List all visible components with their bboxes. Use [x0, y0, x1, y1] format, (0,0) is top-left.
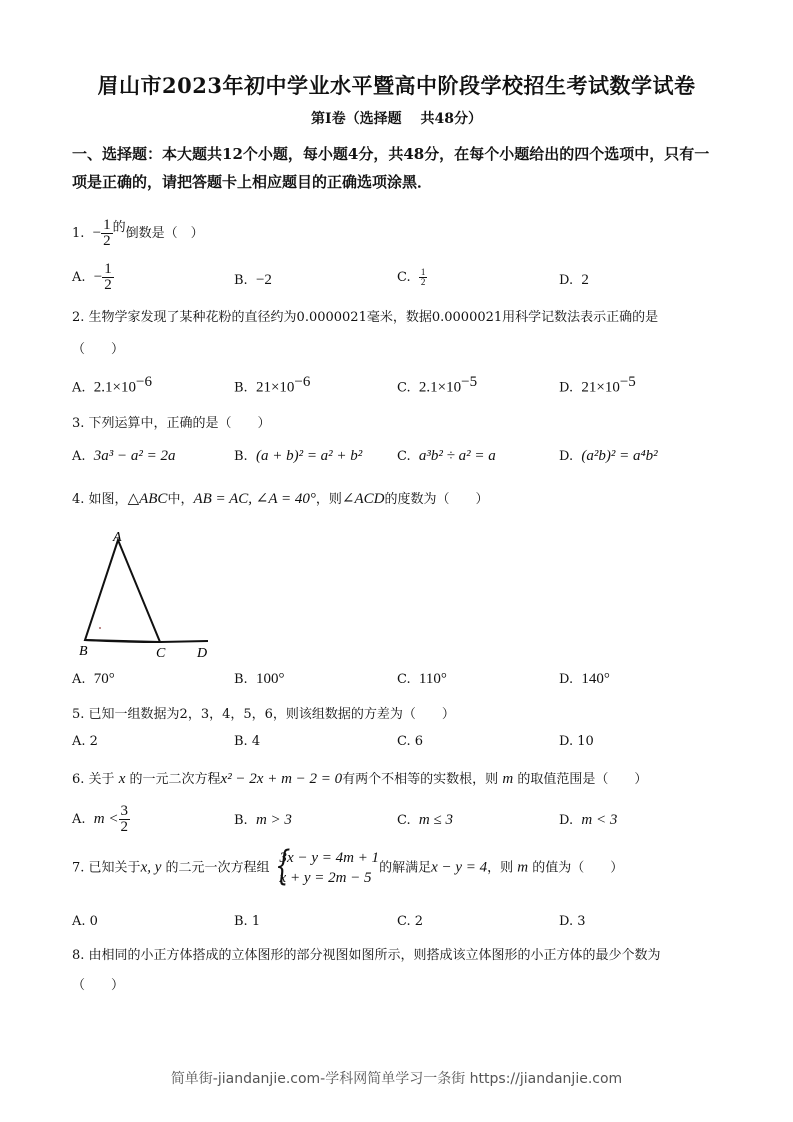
stem-text: 有两个不相等的实数根，则 [342, 772, 499, 787]
vertex-label-a: A [113, 530, 122, 545]
question-number: 4. [72, 492, 85, 507]
option-label: C. [397, 270, 411, 285]
exponent: −6 [294, 374, 311, 390]
option-value: m < 3 [581, 812, 618, 828]
option-label: D. [559, 813, 574, 828]
stem-text: 已知关于 [88, 860, 141, 876]
q4-option-a [72, 671, 115, 688]
math-expression: △ABC [127, 491, 168, 507]
stem-text: 的 [112, 220, 126, 235]
q2-option-a [72, 374, 152, 396]
option-value: (a²b)² = a⁴b² [581, 448, 658, 464]
answer-paren: （ ） [72, 342, 125, 357]
option-label: C. [397, 813, 411, 828]
option-value: 110° [418, 671, 447, 687]
question-2-paren [72, 338, 124, 357]
q7-option-c [397, 914, 423, 929]
minus-sign: − [92, 225, 102, 241]
math-variables: x, y [140, 859, 162, 876]
option-value: 21×10 [581, 379, 620, 396]
question-1 [72, 216, 204, 249]
option-label: C. [397, 914, 411, 929]
option-label: A. [72, 270, 86, 285]
stem-text: 的度数为（ ） [384, 492, 489, 507]
exponent: −5 [619, 374, 636, 390]
denominator: 2 [420, 277, 426, 287]
stem-text: 的值为（ ） [532, 860, 624, 876]
option-value: a³b² ÷ a² = a [418, 448, 496, 464]
numerator: 1 [104, 261, 112, 277]
q6-option-d [559, 812, 617, 829]
q6-option-c [397, 812, 453, 829]
stem-text: ，则 [315, 492, 342, 507]
equation-system [270, 843, 380, 889]
q4-option-c [397, 671, 447, 688]
option-value: (a + b)² = a² + b² [255, 448, 363, 464]
option-label: A. [72, 914, 86, 929]
stem-text: 的一元二次方程 [129, 772, 221, 787]
option-value: 0 [89, 914, 98, 929]
question-number: 3. [72, 416, 85, 431]
q3-option-c [397, 448, 496, 465]
exam-title: 眉山市2023年初中学业水平暨高中阶段学校招生考试数学试卷 [97, 73, 696, 98]
question-number: 8. [72, 948, 85, 963]
option-value: 2.1×10 [418, 379, 462, 396]
q6-option-b [234, 812, 292, 829]
stem-text: 已知一组数据为2，3，4，5，6，则该组数据的方差为（ ） [88, 707, 455, 722]
equation-row: 3x − y = 4m + 1 [279, 850, 380, 866]
numerator: 3 [120, 803, 129, 819]
question-number: 1. [72, 226, 85, 241]
equation-row: x + y = 2m − 5 [279, 870, 372, 886]
option-label: B. [234, 734, 248, 749]
q4-option-b [234, 671, 284, 688]
option-value: m < [93, 811, 119, 827]
denominator: 2 [104, 277, 112, 293]
q3-option-d [559, 448, 658, 465]
q2-option-d [559, 374, 636, 396]
option-label: B. [234, 380, 248, 396]
q5-option-a [72, 734, 98, 749]
question-2 [72, 306, 658, 325]
math-expression: ∠ACD [341, 491, 385, 507]
answer-paren: （ ） [72, 978, 125, 993]
option-value: 4 [251, 734, 261, 749]
option-label: D. [559, 914, 574, 929]
q3-option-a [72, 448, 176, 465]
math-variable: m [502, 771, 514, 787]
section-instructions: 一、选择题：本大题共12个小题，每小题4分，共48分，在每个小题给出的四个选项中，只有一项是正确的，请把答题卡上相应题目的正确选项涂黑． [72, 145, 710, 191]
option-label: B. [234, 273, 248, 288]
q5-option-d [559, 734, 594, 749]
option-label: C. [397, 734, 411, 749]
option-value: 6 [414, 734, 424, 749]
option-label: B. [234, 672, 248, 687]
option-value: 70° [93, 671, 115, 687]
stem-text: 生物学家发现了某种花粉的直径约为0.0000021毫米，数据0.0000021用科学记数法表示正确的是 [88, 310, 659, 325]
question-number: 2. [72, 310, 85, 325]
fraction [119, 804, 131, 835]
option-value: 100° [255, 671, 285, 687]
option-value: m > 3 [255, 812, 292, 828]
option-value: m ≤ 3 [418, 812, 453, 828]
option-value: 10 [577, 734, 594, 749]
option-label: C. [397, 380, 411, 396]
option-label: D. [559, 380, 574, 396]
option-value: 2 [414, 914, 424, 929]
option-label: C. [397, 449, 411, 464]
option-value: 2.1×10 [93, 379, 137, 396]
math-expression: x² − 2x + m − 2 = 0 [220, 771, 343, 787]
q2-option-b [234, 374, 310, 396]
vertex-label-b: B [79, 644, 88, 659]
q1-option-c [397, 268, 427, 287]
question-4 [72, 488, 489, 508]
option-label: A. [72, 449, 86, 464]
stem-text: 中， [167, 492, 194, 507]
question-6 [72, 768, 647, 788]
fraction [419, 268, 428, 287]
q4-option-d [559, 671, 610, 688]
math-variable: m [517, 859, 529, 876]
q1-option-a [72, 262, 114, 293]
option-label: A. [72, 380, 86, 396]
q6-option-a [72, 804, 130, 835]
vertex-label-d: D [197, 646, 208, 661]
q7-option-b [234, 914, 260, 929]
q7-option-d [559, 914, 586, 929]
option-label: B. [234, 813, 248, 828]
denominator: 2 [103, 233, 111, 249]
stem-text: 如图， [88, 492, 128, 507]
vertex-label-c: C [156, 646, 166, 661]
fraction [102, 262, 114, 293]
numerator: 1 [420, 267, 426, 277]
math-expression: x − y = 4 [431, 859, 488, 876]
question-number: 7. [72, 860, 85, 876]
question-number: 6. [72, 772, 85, 787]
option-label: B. [234, 914, 248, 929]
question-8-paren [72, 974, 124, 993]
option-value: 2 [89, 734, 98, 749]
option-value: 1 [251, 914, 261, 929]
math-variable: x [118, 771, 126, 787]
option-value: −2 [255, 272, 272, 288]
question-5 [72, 703, 455, 722]
option-value: 21×10 [255, 379, 295, 396]
stem-text: 下列运算中，正确的是（ ） [88, 416, 271, 431]
stem-text: 的二元一次方程组 [165, 860, 270, 876]
denominator: 2 [120, 819, 129, 835]
option-label: D. [559, 449, 574, 464]
option-label: D. [559, 734, 574, 749]
q5-option-b [234, 734, 260, 749]
math-expression: AB = AC, ∠A = 40° [193, 491, 316, 507]
option-label: A. [72, 672, 86, 687]
stem-text: 关于 [88, 772, 115, 787]
option-label: B. [234, 449, 248, 464]
option-label: D. [559, 273, 574, 288]
question-number: 5. [72, 707, 85, 722]
option-value: 140° [581, 671, 610, 687]
option-label: A. [72, 734, 86, 749]
minus-sign: − [93, 269, 103, 285]
triangle-figure [75, 528, 220, 663]
section-subtitle: 第I卷（选择题 共48分） [311, 111, 482, 127]
question-8 [72, 944, 661, 963]
option-value: 2 [581, 272, 589, 288]
stem-text: 的取值范围是（ ） [517, 772, 648, 787]
q5-option-c [397, 734, 423, 749]
question-7 [72, 843, 624, 889]
q3-option-b [234, 448, 362, 465]
q1-option-b [234, 272, 272, 289]
numerator: 1 [103, 217, 111, 233]
question-3 [72, 412, 271, 431]
exponent: −5 [461, 374, 478, 390]
watermark-footer: 简单街-jiandanjie.com-学科网简单学习一条街 https://jiandanjie.com [170, 1071, 623, 1087]
stem-text: 的解满足 [379, 860, 432, 876]
left-brace-icon: { [274, 843, 290, 889]
exponent: −6 [136, 374, 152, 390]
stem-text: 由相同的小正方体搭成的立体图形的部分视图如图所示，则搭成该立体图形的小正方体的最少个数为 [88, 948, 661, 963]
fraction [101, 218, 113, 249]
option-label: A. [72, 812, 86, 827]
stem-text: ，则 [487, 860, 514, 876]
option-value: 3 [577, 914, 586, 929]
option-label: C. [397, 672, 411, 687]
q7-option-a [72, 914, 98, 929]
option-value: 3a³ − a² = 2a [93, 448, 176, 464]
q1-option-d [559, 272, 589, 289]
q2-option-c [397, 374, 477, 396]
option-label: D. [559, 672, 574, 687]
stem-text: 倒数是（ ） [125, 226, 204, 241]
